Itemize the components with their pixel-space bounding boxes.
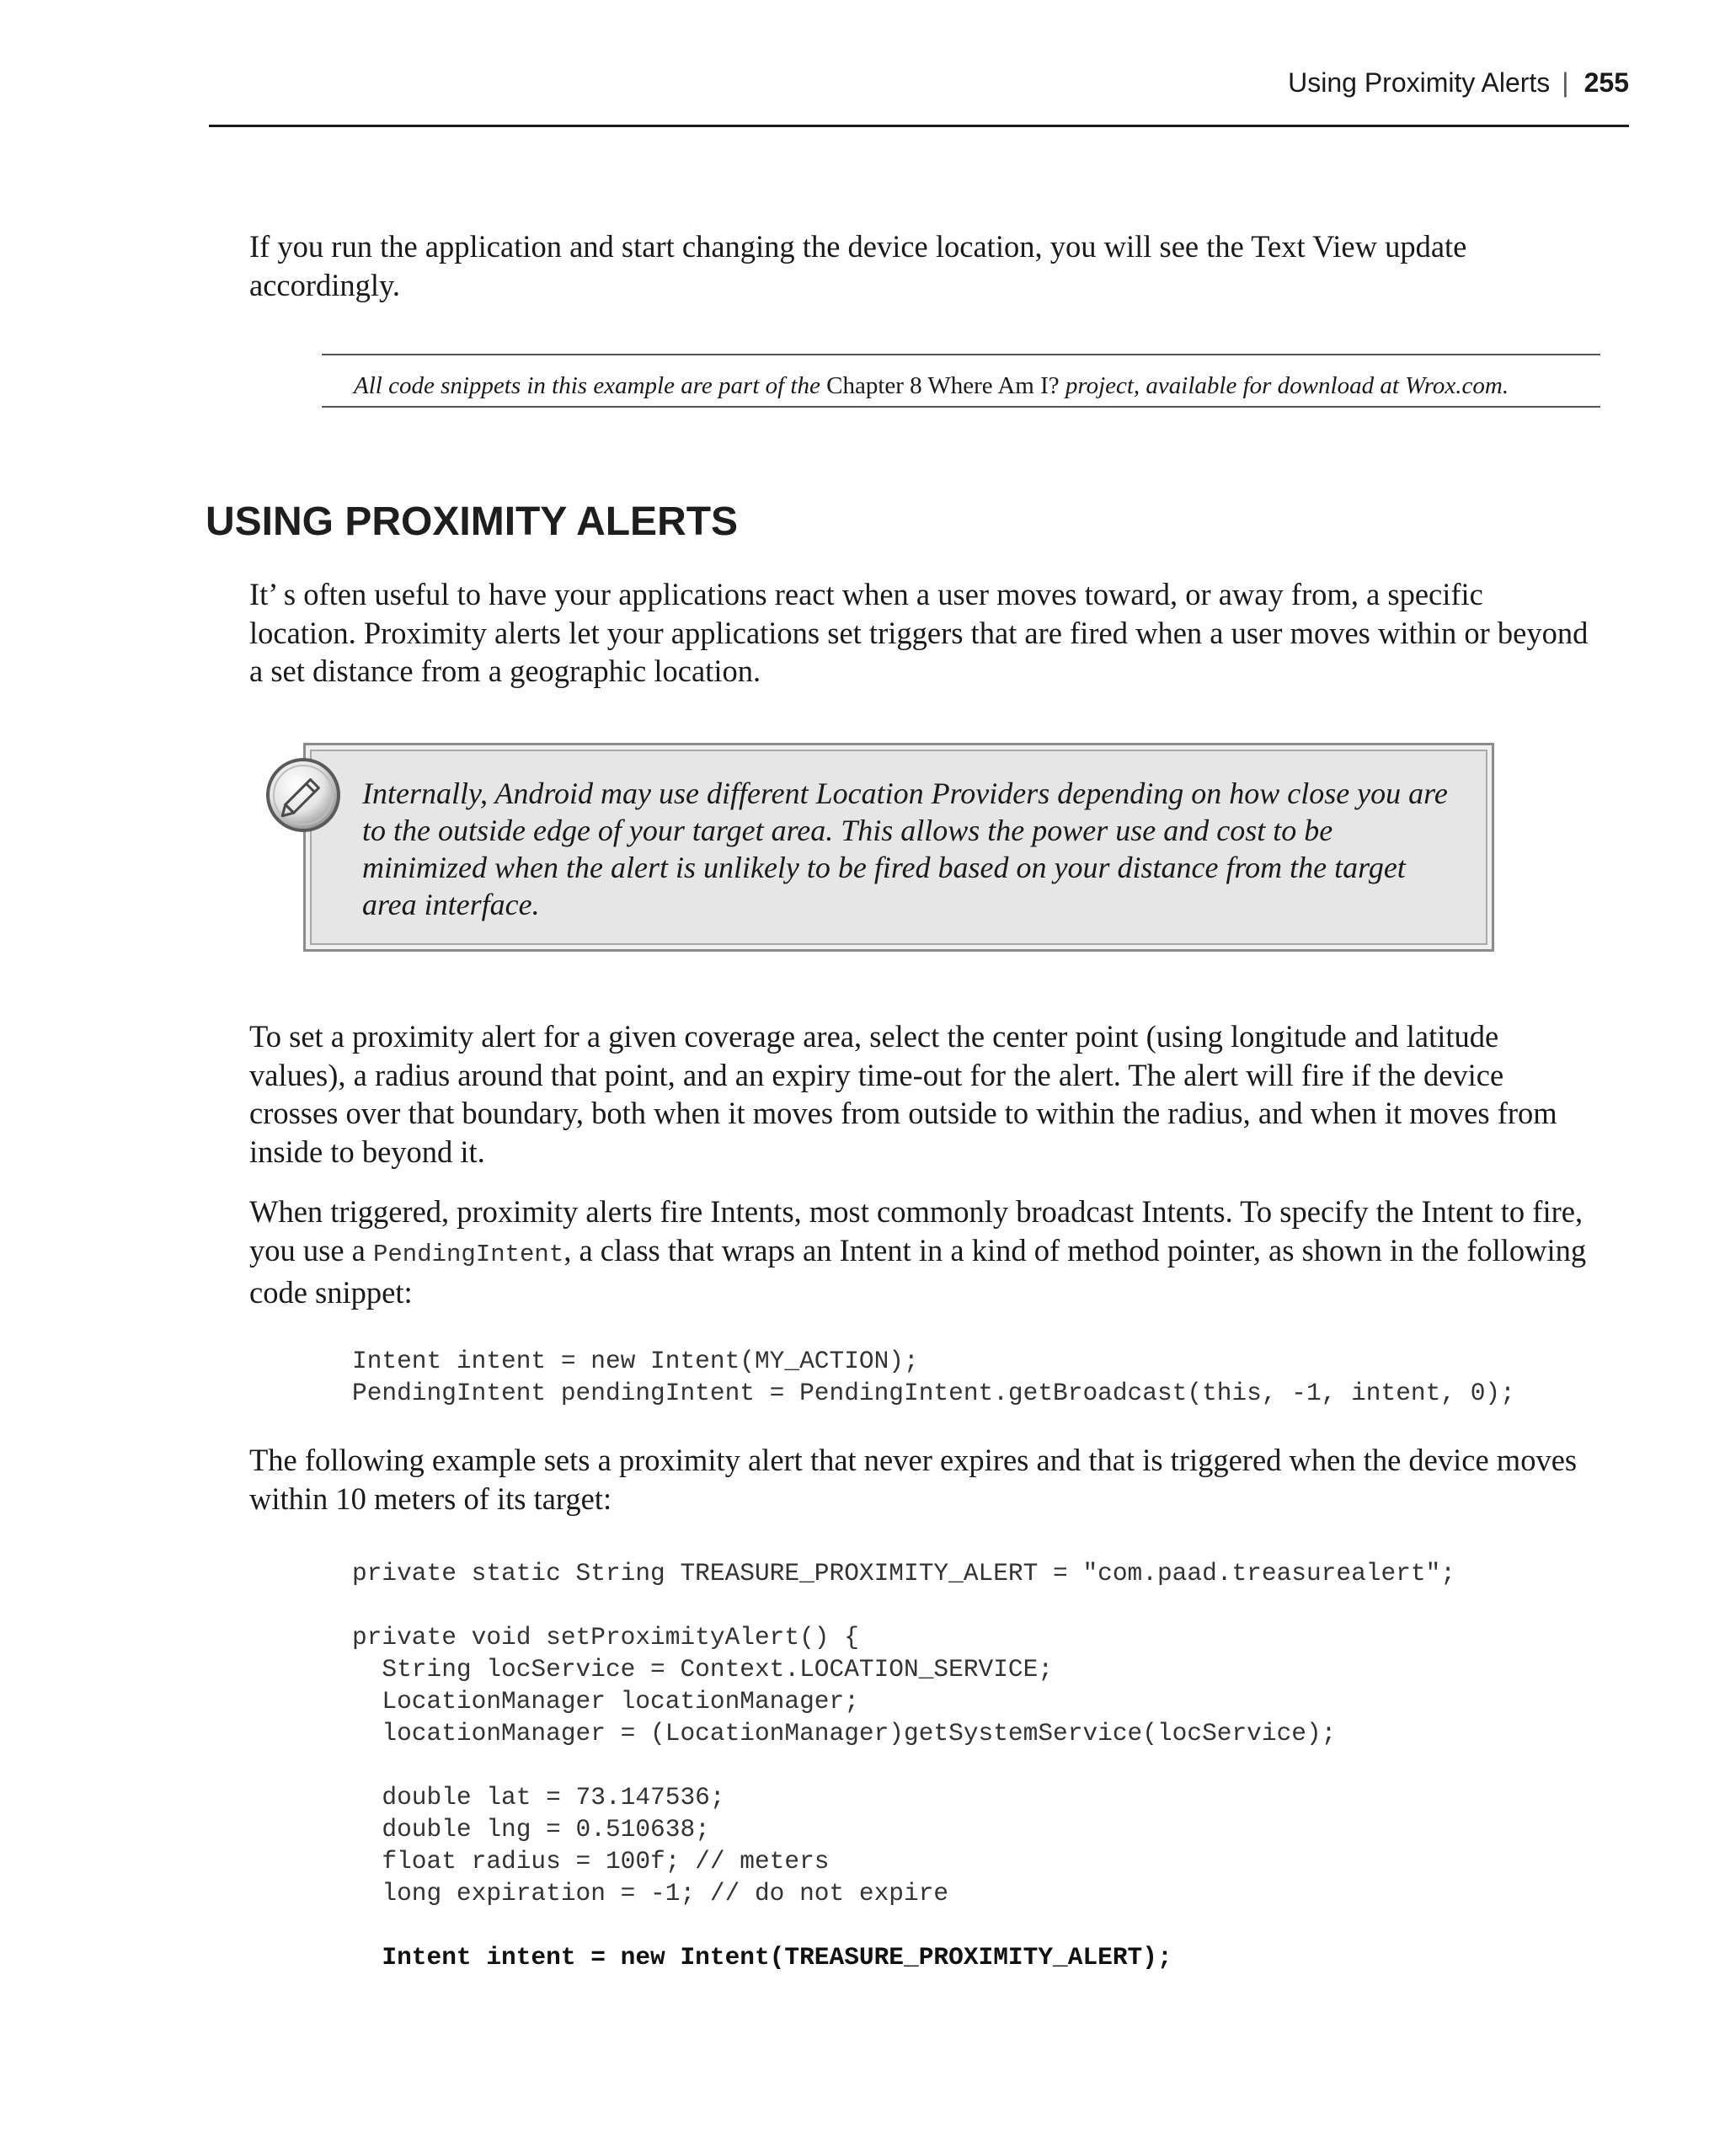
note-top-rule xyxy=(322,354,1600,355)
running-head-title: Using Proximity Alerts xyxy=(1288,67,1551,98)
callout-note-text: Internally, Android may use different Location Providers depending on how close you are to the outside edge of your target area. This allows the power use and cost to be minimized when the alert is unlikely to be fired based on your distance from the target area interface. xyxy=(362,776,1448,921)
section-intro-paragraph: It’ s often useful to have your applications react when a user moves toward, or away from, a specific location. Proximity alerts let your applications set triggers that are fired when a user moves within or beyond a set distance from a geographic location. xyxy=(249,577,1589,688)
page-number: 255 xyxy=(1583,67,1629,98)
running-head xyxy=(1288,64,1629,101)
code-line: Intent intent = new Intent(MY_ACTION); xyxy=(352,1347,919,1375)
triggered-text-before: When triggered, proximity alerts fire Intents, most commonly broadcast Intents. To specify the Intent to fire, you use a xyxy=(249,1194,1583,1267)
code-line-bold: Intent intent = new Intent(TREASURE_PROXIMITY_ALERT); xyxy=(352,1943,1172,1972)
code-line: String locService = Context.LOCATION_SERVICE; xyxy=(352,1655,1054,1684)
code-snippet-1 xyxy=(352,1345,1515,1409)
download-note-part2: project, available for download at Wrox.com. xyxy=(1065,372,1509,399)
set-alert-paragraph: To set a proximity alert for a given coverage area, select the center point (using longitude and latitude values), a radius around that point, and an expiry time-out for the alert. The alert will fire if the device crosses over that boundary, both when it moves from outside to within the radius, and when it moves from inside to beyond it. xyxy=(249,1019,1557,1169)
triggered-text-after: , a class that wraps an Intent in a kind of method pointer, as shown in the following code snippet: xyxy=(249,1232,1587,1310)
note-bottom-rule xyxy=(322,406,1600,408)
section-title: USING PROXIMITY ALERTS xyxy=(206,499,739,544)
header-rule xyxy=(209,125,1629,127)
code-line: double lat = 73.147536; xyxy=(352,1783,725,1812)
download-note-project: Chapter 8 Where Am I? xyxy=(826,372,1060,399)
running-head-separator: | xyxy=(1562,67,1569,98)
intro-paragraph: If you run the application and start changing the device location, you will see the Text View update accordingly. xyxy=(249,229,1467,302)
triggered-paragraph xyxy=(249,1193,1597,1312)
pencil-note-icon xyxy=(263,755,344,835)
code-line: private static String TREASURE_PROXIMITY_ALERT = "com.paad.treasurealert"; xyxy=(352,1559,1456,1588)
pending-intent-inline-code: PendingIntent xyxy=(372,1240,564,1268)
code-line: float radius = 100f; // meters xyxy=(352,1847,830,1876)
download-note xyxy=(354,369,1600,403)
code-line: locationManager = (LocationManager)getSystemService(locService); xyxy=(352,1719,1337,1748)
download-note-part1: All code snippets in this example are part of the xyxy=(354,372,820,399)
code-line: long expiration = -1; // do not expire xyxy=(352,1879,949,1908)
code-snippet-2 xyxy=(352,1557,1455,1973)
example-paragraph: The following example sets a proximity alert that never expires and that is triggered when the device moves within 10 meters of its target: xyxy=(249,1443,1578,1516)
code-line: PendingIntent pendingIntent = PendingIntent.getBroadcast(this, -1, intent, 0); xyxy=(352,1379,1515,1407)
code-line: double lng = 0.510638; xyxy=(352,1815,710,1844)
code-line: LocationManager locationManager; xyxy=(352,1687,859,1716)
code-line: private void setProximityAlert() { xyxy=(352,1623,859,1652)
